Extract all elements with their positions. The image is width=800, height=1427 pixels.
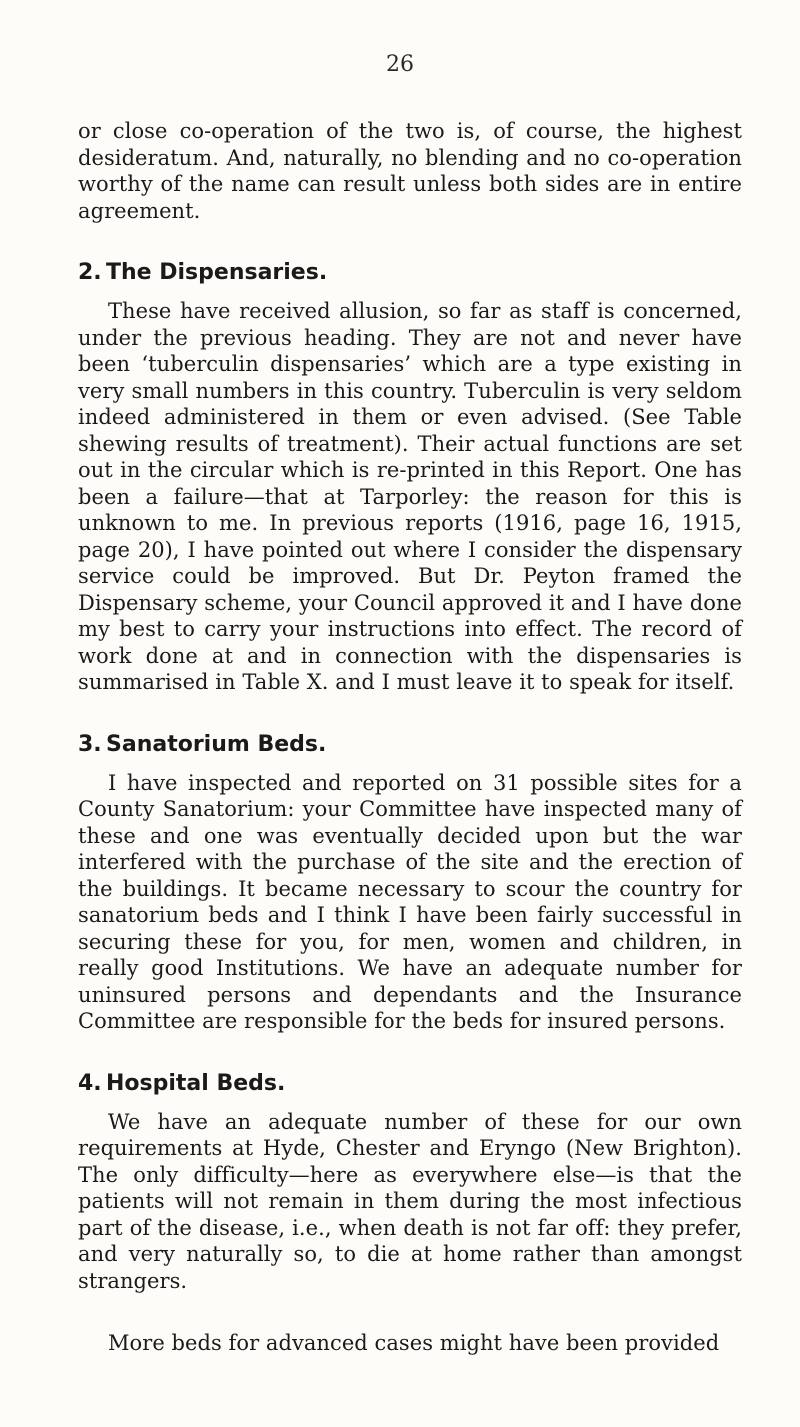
section-number: 4. [78,1070,102,1096]
section-number: 3. [78,731,102,757]
page-number: 26 [386,52,414,77]
intro-paragraph: or close co-operation of the two is, of course, the highest desideratum. And, naturally, no blending and no co-operation worthy of the name can result unless both sides are in entire agreement. [78,119,742,223]
section-title: Hospital Beds. [106,1070,286,1096]
section-number: 2. [78,260,102,285]
section-heading-sanatorium-beds [78,732,742,758]
page-body [78,118,742,1357]
section-title: Sanatorium Beds. [106,731,327,757]
paragraph-dispensaries: These have received allusion, so far as staff is concerned, under the previous heading. They are not and never have been ‘tuberculin dispensaries’ which are a type existing in very small numbers in this country. Tuberculin is very seldom indeed administered in them or even advised. (See Table shewing results of treatment). Their actual functions are set out in the circular which is re-printed in this Report. One has been a failure—that at Tarporley: the reason for this is unknown to me. In previous reports (1916, page 16, 1915, page 20), I have pointed out where I consider the dispensary service could be improved. But Dr. Peyton framed the Dispensary scheme, your Council approved it and I have done my best to carry your instructions into effect. The record of work done at and in connection with the dispensaries is summarised in Table X. and I must leave it to speak for itself. [78,299,742,694]
section-heading-dispensaries [78,260,742,286]
section-heading-hospital-beds [78,1071,742,1097]
paragraph-advanced-cases: More beds for advanced cases might have been provided [108,1331,720,1355]
paragraph-spacer [78,1294,742,1330]
paragraph-hospital-beds: We have an adequate number of these for our own requirements at Hyde, Chester and Eryngo (New Brighton). The only difficulty—here as everywhere else—is that the patients will not remain in them during the most infectious part of the disease, i.e., when death is not far off: they prefer, and very naturally so, to die at home rather than amongst strangers. [78,1109,742,1293]
section-title: The Dispensaries. [106,260,328,285]
paragraph-sanatorium-beds: I have inspected and reported on 31 possible sites for a County Sanatorium: your Committee have inspected many of these and one was eventually decided upon but the war interfered with the purchase of the site and the erection of the buildings. It became necessary to scour the country for sanatorium beds and I think I have been fairly successful in securing these for you, for men, women and children, in really good Institutions. We have an adequate number for uninsured persons and dependants and the Insurance Committee are responsible for the beds for insured persons. [78,770,742,1033]
